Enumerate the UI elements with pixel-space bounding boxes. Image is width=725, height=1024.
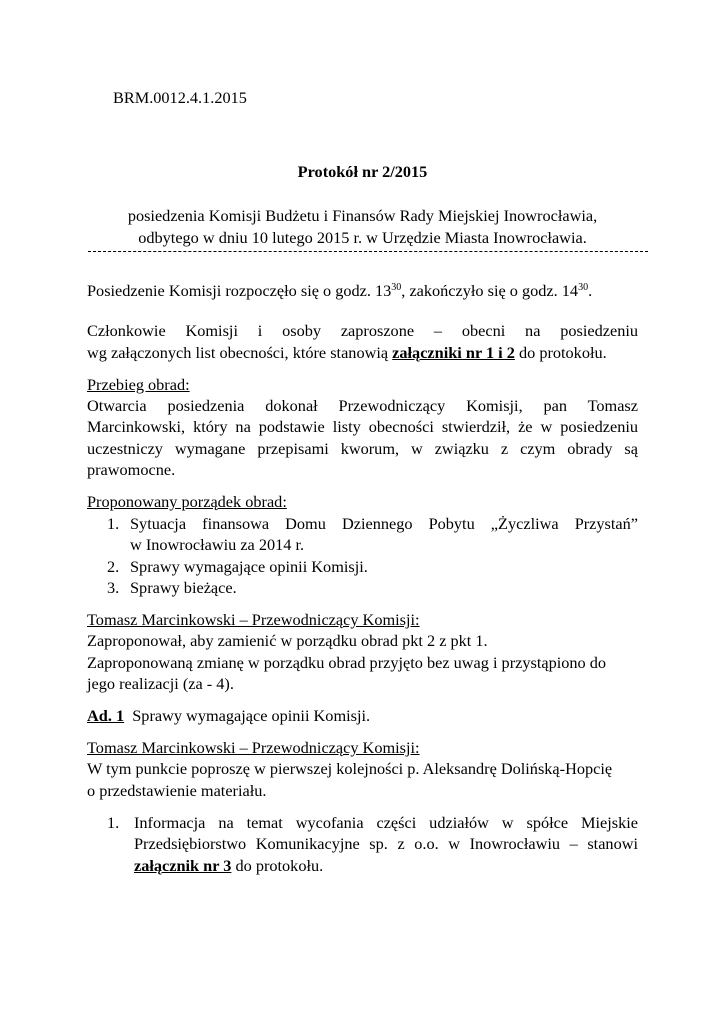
item-1-line-3: załącznik nr 3 do protokołu. xyxy=(134,856,324,875)
agenda-item-3: Sprawy bieżące. xyxy=(130,578,237,597)
speaker-2-line-2: o przedstawienie materiału. xyxy=(87,781,267,800)
speaker-heading-2: Tomasz Marcinkowski – Przewodniczący Komisji: xyxy=(87,738,420,757)
item-number: 1. xyxy=(107,813,120,832)
agenda-item-2: Sprawy wymagające opinii Komisji. xyxy=(130,557,368,576)
agenda-heading: Proponowany porządek obrad: xyxy=(87,492,287,511)
subtitle-line-1: posiedzenia Komisji Budżetu i Finansów Rady Miejskiej Inowrocławia, xyxy=(127,206,598,225)
proceedings-line-2: Marcinkowski, który na podstawie listy obecności stwierdził, że w posiedzeniu xyxy=(87,417,638,436)
speaker-1-line-3: jego realizacji (za - 4). xyxy=(87,674,234,693)
attachment-3: załącznik nr 3 xyxy=(134,856,232,875)
item-1-line-1: Informacja na temat wycofania części udziałów w spółce Miejskie xyxy=(134,813,638,832)
speaker-1-line-1: Zaproponował, aby zamienić w porządku obrad pkt 2 z pkt 1. xyxy=(87,631,488,650)
members-line-2: wg załączonych list obecności, które stanowią załączniki nr 1 i 2 do protokołu. xyxy=(87,343,607,362)
document-reference: BRM.0012.4.1.2015 xyxy=(113,88,247,107)
proceedings-heading: Przebieg obrad: xyxy=(87,375,190,394)
speaker-1-line-2: Zaproponowaną zmianę w porządku obrad przyjęto bez uwag i przystąpiono do xyxy=(87,653,607,672)
agenda-item-1-line-2: w Inowrocławiu za 2014 r. xyxy=(130,535,305,554)
proceedings-line-3: uczestniczy wymagane przepisami kworum, w związku z czym obrady są xyxy=(87,439,638,458)
proceedings-line-4: prawomocne. xyxy=(87,460,176,479)
ad1-line: Ad. 1 Sprawy wymagające opinii Komisji. xyxy=(87,706,371,725)
meeting-time: Posiedzenie Komisji rozpoczęło się o godz. $13^{30}$, zakończyło się o godz. $14^{30}$. xyxy=(87,281,593,300)
ad1-label: Ad. 1 xyxy=(87,706,125,725)
speaker-2-line-1: W tym punkcie poproszę w pierwszej kolejności p. Aleksandrę Dolińską-Hopcię xyxy=(87,759,613,778)
dashed-separator xyxy=(88,251,648,252)
proceedings-line-1: Otwarcia posiedzenia dokonał Przewodniczący Komisji, pan Tomasz xyxy=(87,396,638,415)
agenda-item-number: 1. xyxy=(107,514,120,533)
agenda-item-number: 3. xyxy=(107,578,120,597)
speaker-heading-1: Tomasz Marcinkowski – Przewodniczący Komisji: xyxy=(87,610,420,629)
attachments-1-2: załączniki nr 1 i 2 xyxy=(392,343,515,362)
members-line-1: Członkowie Komisji i osoby zaproszone – obecni na posiedzeniu xyxy=(87,321,638,340)
agenda-item-1-line-1: Sytuacja finansowa Domu Dziennego Pobytu „Życzliwa Przystań” xyxy=(130,514,638,533)
item-1-line-2: Przedsiębiorstwo Komunikacyjne sp. z o.o. w Inowrocławiu – stanowi xyxy=(134,834,638,853)
subtitle-line-2: odbytego w dniu 10 lutego 2015 r. w Urzędzie Miasta Inowrocławia. xyxy=(138,228,587,247)
protocol-title: Protokół nr 2/2015 xyxy=(297,162,428,181)
agenda-item-number: 2. xyxy=(107,557,120,576)
